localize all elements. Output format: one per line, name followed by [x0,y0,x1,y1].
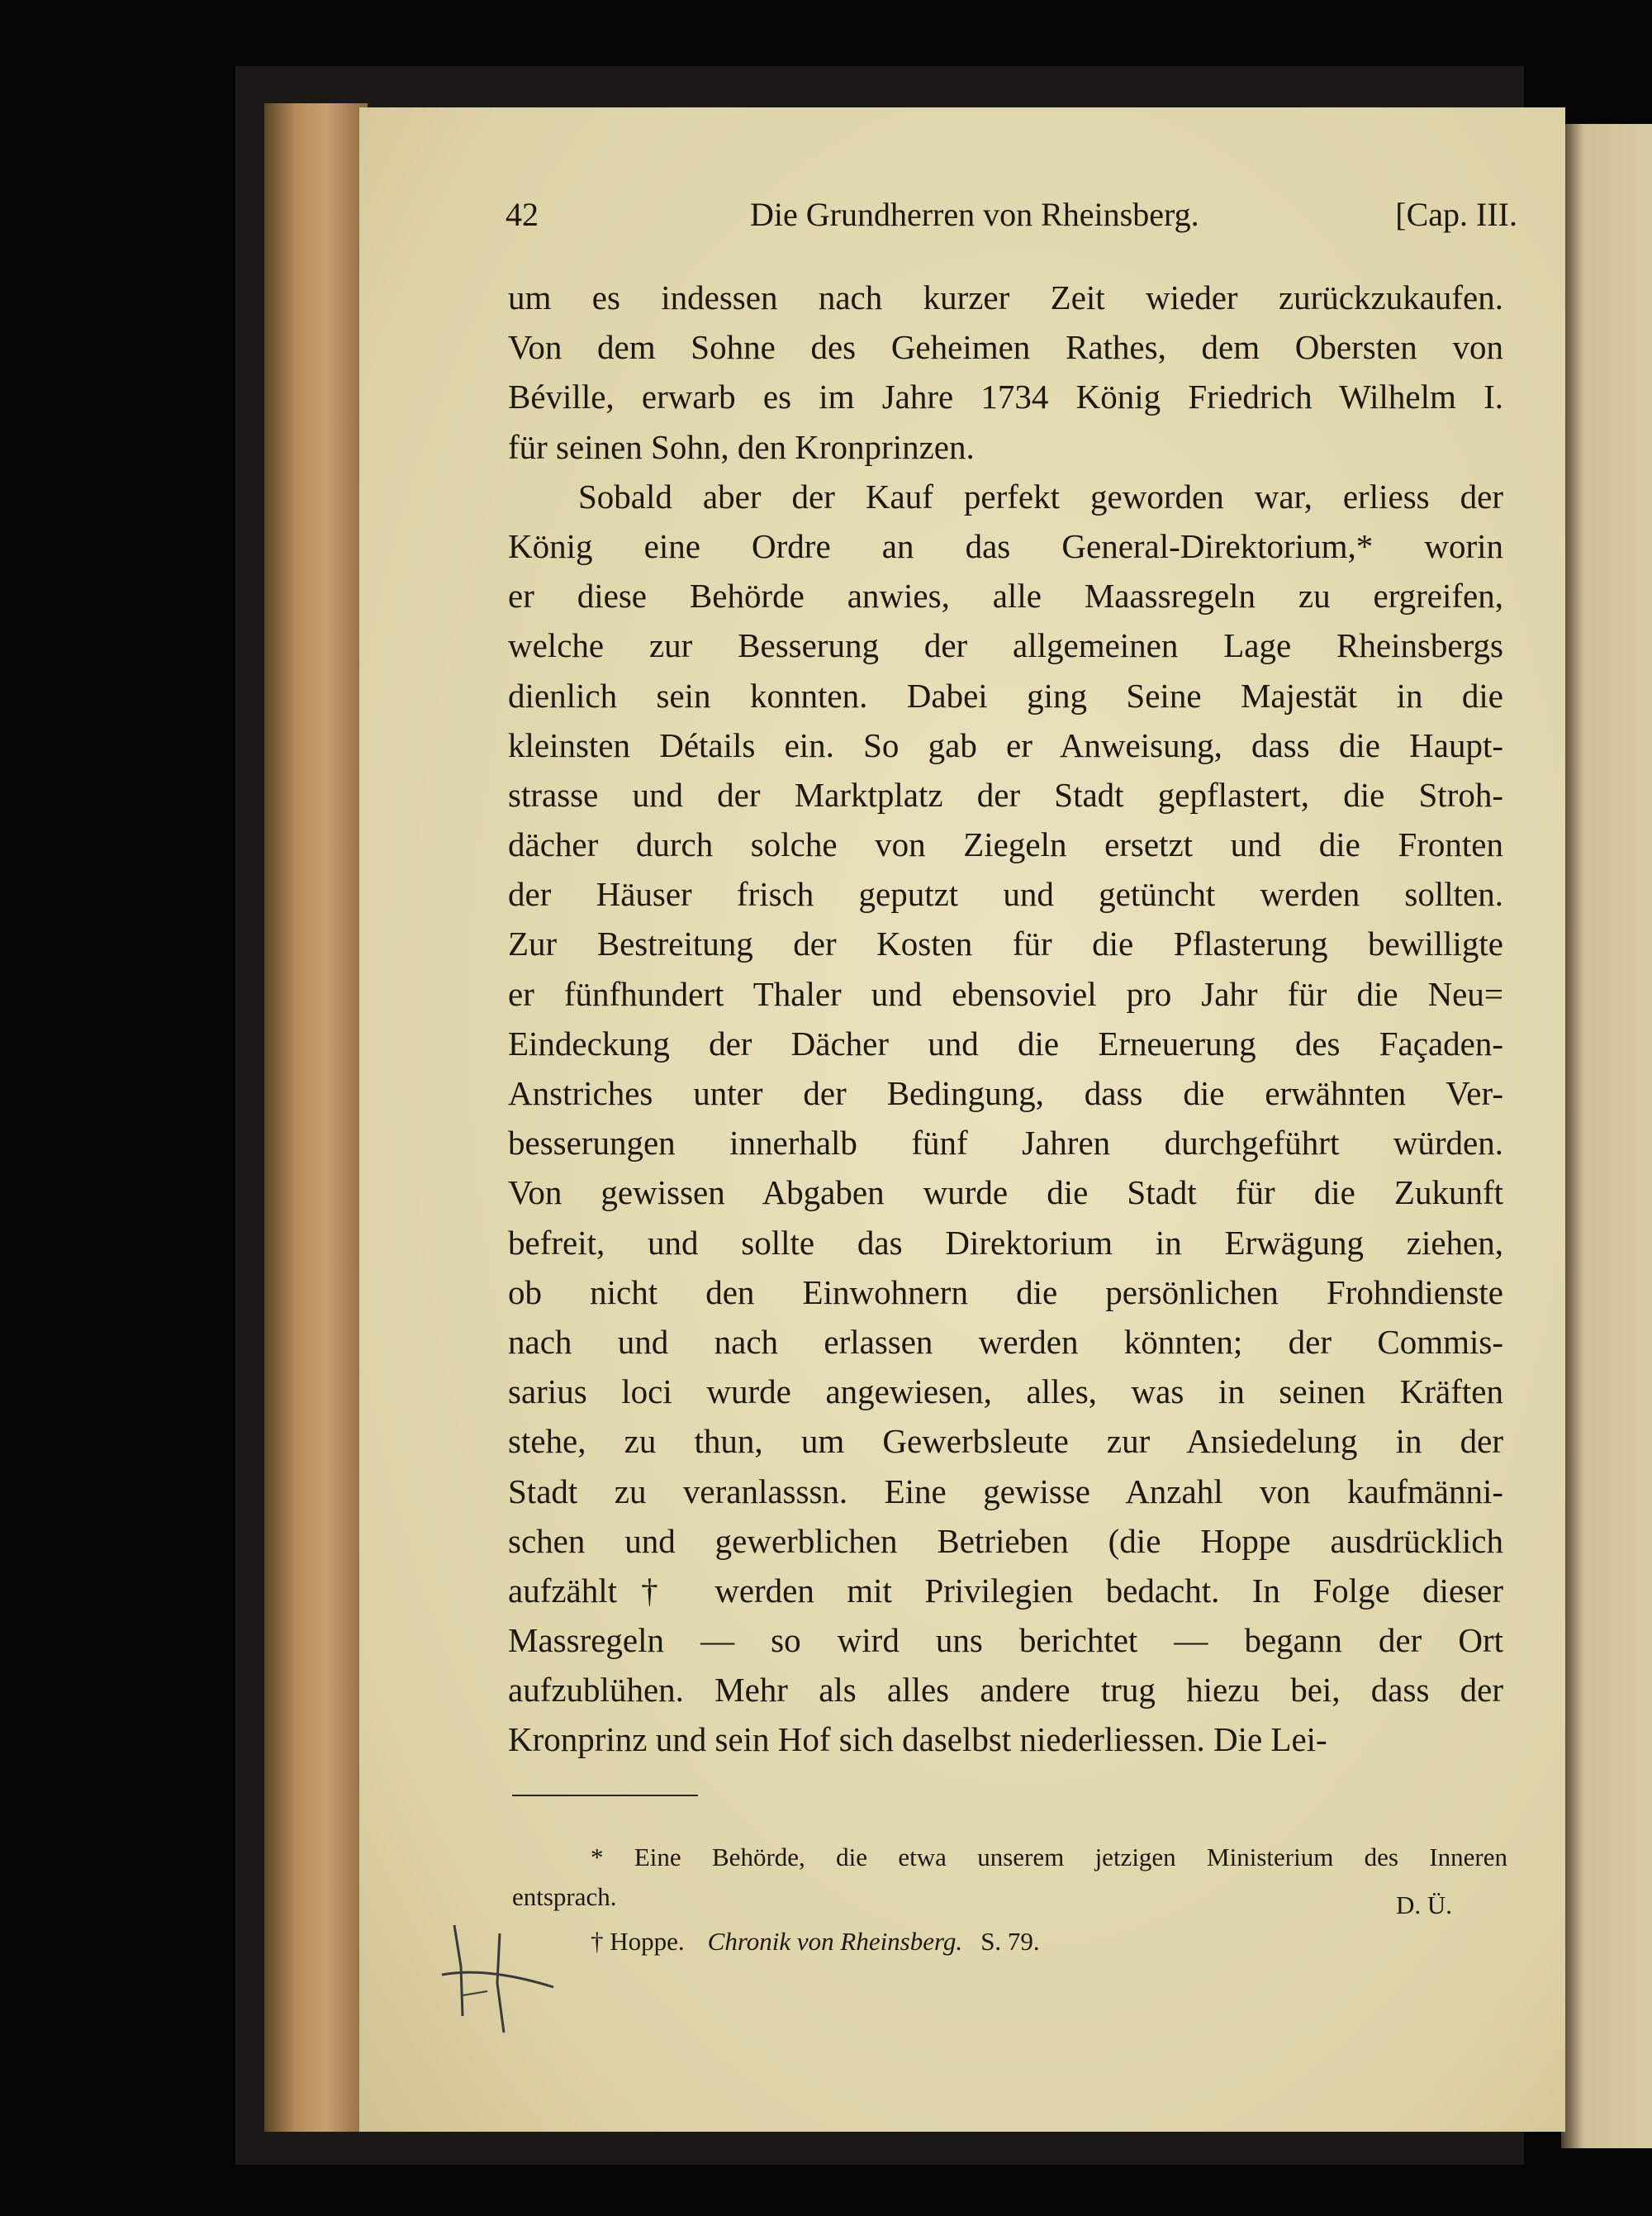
text-line: König eine Ordre an das General-Direktorium,* worin [508,526,1503,565]
text-line: Von gewissen Abgaben wurde die Stadt für die Zukunft [508,1173,1503,1212]
text-line: der Häuser frisch geputzt und getüncht werden sollten. [508,875,1503,914]
footnote-rule [512,1795,698,1796]
text-line: Massregeln — so wird uns berichtet — begann der Ort [508,1621,1503,1660]
text-line: Eindeckung der Dächer und die Erneuerung des Façaden- [508,1024,1503,1063]
text-line: aufzublühen. Mehr als alles andere trug hiezu bei, dass der [508,1671,1503,1710]
text-line: Anstriches unter der Bedingung, dass die erwähnten Ver- [508,1074,1503,1112]
running-title: Die Grundherren von Rheinsberg. [750,196,1199,233]
text-line: er fünfhundert Thaler und ebensoviel pro Jahr für die Neu= [508,974,1503,1013]
text-line: aufzählt† werden mit Privilegien bedacht. In Folge dieser [508,1571,1503,1610]
chapter-label: [Cap. III. [1395,196,1517,233]
running-header [506,195,1517,236]
text-line: Von dem Sohne des Geheimen Rathes, dem Obersten von [508,328,1503,367]
text-line: ob nicht den Einwohnern die persönlichen Frohndienste [508,1272,1503,1311]
page-edges [264,103,368,2132]
text-line: Kronprinz und sein Hof sich daselbst niederliessen. Die Lei- [508,1720,1327,1759]
text-line: nach und nach erlassen werden könnten; der Commis- [508,1322,1503,1361]
text-line: Béville, erwarb es im Jahre 1734 König Friedrich Wilhelm I. [508,378,1503,416]
text-line: strasse und der Marktplatz der Stadt gepflastert, die Stroh- [508,775,1503,814]
text-line: besserungen innerhalb fünf Jahren durchgeführt würden. [508,1124,1503,1163]
text-line: schen und gewerblichen Betrieben (die Hoppe ausdrücklich [508,1521,1503,1560]
text-line: Sobald aber der Kauf perfekt geworden war, erliess der [578,477,1503,516]
text-line: welche zur Besserung der allgemeinen Lage Rheinsbergs [508,626,1503,665]
handwritten-mark [438,1917,562,2041]
text-line: um es indessen nach kurzer Zeit wieder zurückzukaufen. [508,278,1503,316]
text-line: Stadt zu veranlasssn. Eine gewisse Anzahl von kaufmänni- [508,1472,1503,1510]
text-line: befreit, und sollte das Direktorium in Erwägung ziehen, [508,1223,1503,1262]
footnote-2-page: S. 79. [980,1927,1040,1956]
footnote-2-title: Chronik von Rheinsberg. [707,1927,963,1956]
text-line: dächer durch solche von Ziegeln ersetzt und die Fronten [508,825,1503,864]
facing-page-edge [1561,124,1652,2148]
footnote-1-signature: D. Ü. [1396,1890,1453,1919]
footnote-2-author: † Hoppe. [591,1927,685,1956]
footnote-1: * Eine Behörde, die etwa unserem jetzigen Ministerium des Inneren [591,1843,1507,1871]
page-number: 42 [506,196,539,233]
text-line: sarius loci wurde angewiesen, alles, was in seinen Kräften [508,1372,1503,1411]
footnote-1-continuation: entsprach. [512,1882,617,1911]
text-line: kleinsten Détails ein. So gab er Anweisung, dass die Haupt- [508,725,1503,764]
text-line: Zur Bestreitung der Kosten für die Pflasterung bewilligte [508,925,1503,963]
body-text [508,273,1503,1765]
text-line: er diese Behörde anwies, alle Maassregeln zu ergreifen, [508,577,1503,616]
text-line: stehe, zu thun, um Gewerbsleute zur Ansiedelung in der [508,1422,1503,1461]
footnote-2 [591,1927,1040,1957]
text-line: dienlich sein konnten. Dabei ging Seine Majestät in die [508,676,1503,715]
text-line: für seinen Sohn, den Kronprinzen. [508,427,975,466]
